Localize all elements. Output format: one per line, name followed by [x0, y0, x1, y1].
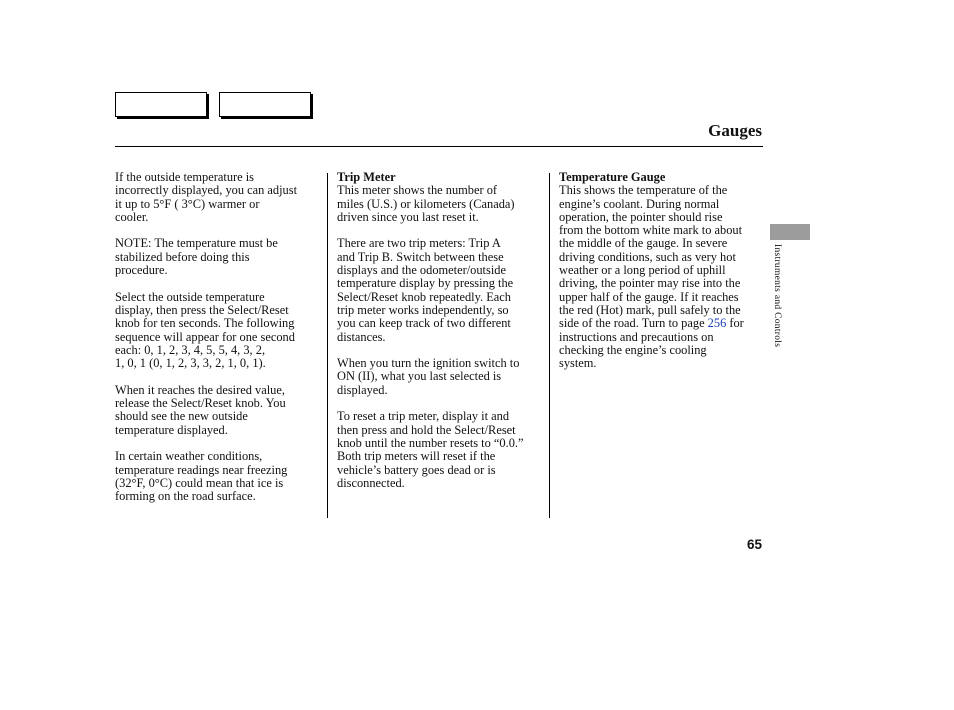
left-column	[115, 171, 323, 517]
column-divider-1	[327, 173, 328, 518]
paragraph-select-sequence: Select the outside temperature display, then press the Select/Reset knob for ten seconds. The following sequence will appear for one second each: 0, 1, 2, 3, 4, 5, 5, 4, 3, 2, 1, 0, 1 (0, 1, 2, 3, 3, 2, 1, 0, 1).	[115, 289, 295, 371]
trip-meter-heading: Trip Meter	[337, 170, 396, 184]
nav-button-2[interactable]	[219, 92, 311, 117]
page-number: 65	[746, 537, 762, 552]
paragraph-trip-meter-intro: This meter shows the number of miles (U.S.) or kilometers (Canada) driven since you last reset it.	[337, 183, 515, 224]
paragraph-adjust-temperature: If the outside temperature is incorrectly displayed, you can adjust it up to 5°F ( 3°C) warmer or cooler.	[115, 170, 298, 224]
header-divider	[115, 146, 763, 147]
section-tab-label: Instruments and Controls	[772, 244, 782, 348]
page-title: Gauges	[708, 121, 762, 140]
gauge-text-after-link: for instructions and precautions on checking the engine’s cooling system.	[559, 316, 744, 371]
gauge-text-before-link: This shows the temperature of the engine’s coolant. During normal operation, the pointer should rise from the bottom white mark to about the middle of the gauge. In severe driving conditions, such as very hot weather or a long period of uphill driving, the pointer may rise into the upper half of the gauge. If it reaches the red (Hot) mark, pull safely to the side of the road. Turn to page	[559, 183, 743, 331]
nav-button-1[interactable]	[115, 92, 207, 117]
section-tab[interactable]	[770, 224, 810, 240]
paragraph-ignition: When you turn the ignition switch to ON (II), what you last selected is displayed.	[337, 356, 520, 397]
middle-column	[337, 171, 545, 503]
paragraph-two-trip-meters: There are two trip meters: Trip A and Trip B. Switch between these displays and the odometer/outside temperature display by pressing the Select/Reset knob repeatedly. Each trip meter works independently, so you can keep track of two different distances.	[337, 236, 514, 344]
page-256-link[interactable]: 256	[707, 316, 727, 331]
paragraph-reset-trip: To reset a trip meter, display it and then press and hold the Select/Reset knob until the number resets to “0.0.” Both trip meters will reset if the vehicle’s battery goes dead or is disconnected.	[337, 409, 524, 490]
right-column	[559, 171, 767, 384]
paragraph-note: NOTE: The temperature must be stabilized before doing this procedure.	[115, 236, 278, 278]
column-divider-2	[549, 173, 550, 518]
temperature-gauge-heading: Temperature Gauge	[559, 170, 666, 184]
paragraph-temperature-gauge	[559, 184, 767, 370]
paragraph-release-knob: When it reaches the desired value, release the Select/Reset knob. You should see the new outside temperature displayed.	[115, 382, 286, 437]
paragraph-freezing-warning: In certain weather conditions, temperature readings near freezing (32°F, 0°C) could mean that ice is forming on the road surface.	[115, 449, 288, 504]
